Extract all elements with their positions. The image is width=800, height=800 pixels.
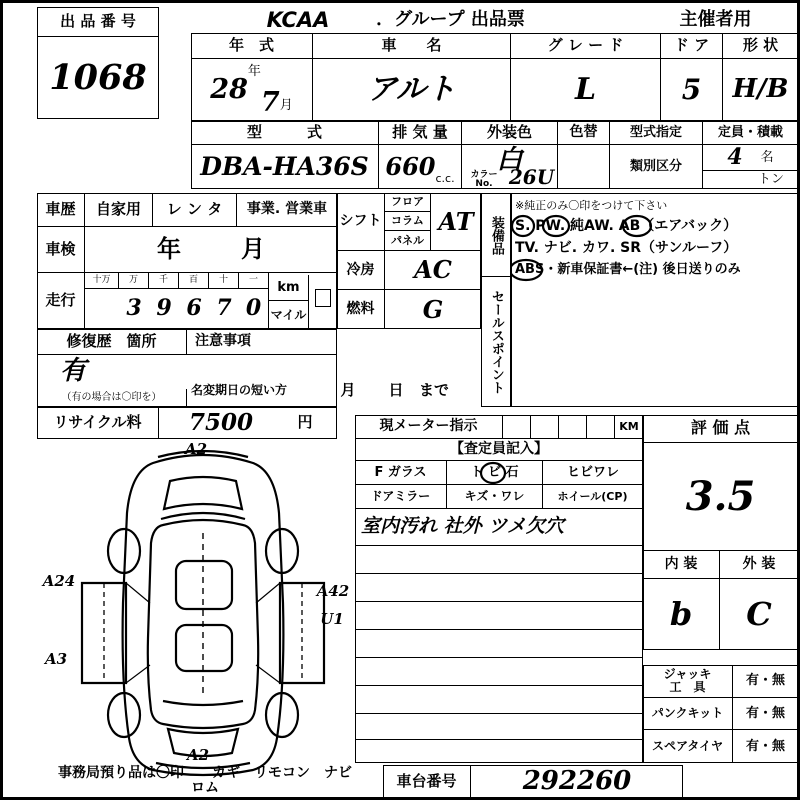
- capacity-value: 4: [727, 143, 743, 170]
- accessory-row-2-label: スペアタイヤ: [643, 730, 733, 763]
- fglass-label: F ガラス: [355, 461, 447, 485]
- chassis-label: 車台番号: [383, 765, 471, 799]
- equip-vert-label: 装備品: [481, 195, 511, 277]
- fuel-label: 燃料: [337, 290, 385, 329]
- color-no-label: カラー No.: [470, 169, 498, 189]
- shaken-month-label: 月: [241, 234, 265, 263]
- soukou-label: 走行: [37, 273, 85, 329]
- equip-line-3: ABS・新車保証書←(注) 後日送りのみ: [515, 262, 741, 278]
- year-unit-nen: 年: [247, 64, 261, 79]
- recycle-unit: 円: [297, 413, 313, 432]
- displacement-unit: c.c.: [435, 172, 455, 186]
- note-line-6: [355, 685, 643, 686]
- shaken-label: 車検: [37, 227, 85, 273]
- org-title-rest: ．グループ 出品票: [376, 8, 525, 30]
- org-title-kcaa: KCAA: [266, 7, 330, 32]
- displacement-cell: [379, 145, 462, 189]
- meter-digit-3[interactable]: [559, 415, 587, 439]
- door-mirror-damage-label: キズ・ワレ: [447, 485, 543, 509]
- accessory-row-1-value[interactable]: 有・無: [733, 698, 798, 730]
- row1-grade-header: グ レ ー ド: [511, 33, 661, 59]
- car-mark-bottom: A2: [186, 746, 210, 765]
- odo-digit-1: 3: [126, 295, 142, 322]
- meigi-label: 名変期日の短い方: [191, 382, 288, 397]
- row1-year-header: 年 式: [191, 33, 313, 59]
- equip-line-1: S. PW. 純AW. AB（エアバック）: [515, 217, 738, 234]
- note-line-3: [355, 601, 643, 602]
- sales-point-vert-label: セールスポイント: [488, 290, 504, 394]
- note-line-4: [355, 629, 643, 630]
- year-value-a: 28: [210, 73, 248, 105]
- odo-digit-3: 6: [186, 295, 202, 322]
- odo-digit-header-2: 千: [149, 273, 179, 289]
- row2-color-header: 外装色: [462, 121, 558, 145]
- renta-label: レ ン タ: [153, 193, 237, 227]
- outer-grade-value: C: [746, 594, 772, 633]
- accessory-row-0-label: [643, 665, 733, 698]
- score-value: 3.5: [643, 443, 798, 551]
- row2-recolor-header: 色替: [558, 121, 610, 145]
- aircon-label: 冷房: [337, 251, 385, 290]
- meter-digit-2[interactable]: [531, 415, 559, 439]
- recycle-value: 7500: [188, 408, 253, 436]
- shift-floor-label: フロア: [385, 193, 431, 212]
- car-mark-right-upper: A42: [316, 582, 350, 601]
- shuufuku-note: （有の場合は〇印を）: [37, 389, 187, 407]
- shift-value: AT: [431, 193, 481, 251]
- wheel-label: ホイール(CP): [543, 485, 643, 509]
- displacement-value: 660: [385, 152, 436, 182]
- row2-model-header: 型 式: [191, 121, 379, 145]
- note-line-2: [355, 573, 643, 574]
- row1-shape-header: 形 状: [723, 33, 798, 59]
- score-title: 評 価 点: [643, 415, 798, 443]
- odo-digit-2: 9: [156, 295, 172, 322]
- row2-type-desig-header: 型式指定: [610, 121, 703, 145]
- meter-digit-4[interactable]: [587, 415, 615, 439]
- recycle-label: リサイクル料: [37, 407, 159, 439]
- inner-grade-label: 内 装: [643, 551, 720, 579]
- fuel-value: G: [422, 294, 444, 324]
- door-value: 5: [661, 59, 723, 121]
- meigi-made: まで: [418, 381, 449, 400]
- car-mark-left-upper: A24: [42, 572, 76, 591]
- accessory-row-0-label-line1: ジャッキ: [663, 667, 712, 682]
- shift-column-label: コラム: [385, 212, 431, 231]
- car-mark-left-lower: A3: [44, 650, 68, 669]
- hibiware-label: ヒビワレ: [543, 461, 643, 485]
- shuufuku-value: 有: [59, 356, 86, 387]
- shaken-value: [85, 227, 337, 273]
- outer-grade-label: 外 装: [720, 551, 798, 579]
- meigi-month: 月: [340, 381, 356, 400]
- tobiishi-circle-mark: [447, 461, 543, 485]
- row1-name-header: 車 名: [313, 33, 511, 59]
- car-name-value: アルト: [313, 59, 511, 121]
- accessory-row-2-value[interactable]: 有・無: [745, 738, 785, 754]
- grade-value: L: [511, 59, 661, 121]
- capacity-unit: 名: [760, 149, 774, 165]
- accessory-row-1-label: パンクキット: [643, 698, 733, 730]
- lot-number-value: 1068: [49, 56, 147, 98]
- odo-digit-header-3: 百: [179, 273, 209, 289]
- odo-digit-4: 7: [216, 295, 232, 322]
- rireki-label: 車歴: [37, 193, 85, 227]
- tobiishi-label: ト ビ 石: [447, 461, 543, 485]
- aircon-value: AC: [385, 251, 481, 290]
- capacity-cell: [703, 145, 798, 171]
- assessor-note: 室内汚れ 社外 ツメ欠穴: [361, 515, 564, 538]
- jikayou-label: 自家用: [85, 193, 153, 227]
- odo-digit-header-4: 十: [209, 273, 239, 289]
- accessory-row-0-value[interactable]: 有・無: [733, 665, 798, 698]
- shaken-year-label: 年: [157, 234, 181, 263]
- note-line-8: [355, 739, 643, 740]
- odo-digit-header-0: 十万: [85, 273, 119, 289]
- assessor-subtitle: 【査定員記入】: [355, 439, 643, 461]
- accessory-row-0-label-line2: 工 具: [669, 680, 706, 694]
- odo-digit-header-5: 一: [239, 273, 269, 289]
- meter-title: 現メーター指示: [355, 415, 503, 439]
- class-header: 類別区分: [610, 145, 703, 189]
- car-mark-right-lower: U1: [320, 610, 344, 629]
- mile-label: マイル: [269, 301, 309, 329]
- shift-label: シフト: [337, 193, 385, 251]
- shape-value: H/B: [732, 74, 789, 105]
- deposit-note: 事務局預り品は〇印 カギ リモコン ナビロム: [58, 765, 352, 796]
- meter-km-label: KM: [615, 415, 643, 439]
- shuufuku-label: 修復歴 箇所: [37, 329, 187, 355]
- chassis-value: 292260: [522, 766, 632, 797]
- host-label: 主催者用: [679, 8, 752, 30]
- meigi-day: 日: [388, 381, 404, 400]
- note-line-1: [355, 545, 643, 546]
- year-unit-gatsu: 月: [279, 98, 293, 114]
- equip-circle-marks: [511, 193, 798, 407]
- door-mirror-label: ドアミラー: [355, 485, 447, 509]
- row1-door-header: ド ア: [661, 33, 723, 59]
- unit-checkbox[interactable]: [315, 289, 331, 307]
- odo-digit-0: [85, 289, 119, 329]
- equip-note: ※純正のみ〇印をつけて下さい: [515, 199, 668, 213]
- model-value: DBA-HA36S: [191, 145, 379, 189]
- load-unit: トン: [757, 172, 784, 188]
- car-mark-top: A2: [184, 440, 208, 459]
- exterior-color-value: 白: [462, 145, 558, 177]
- year-value-b: 7: [260, 86, 280, 118]
- equip-line-2: TV. ナビ. カワ. SR（サンルーフ）: [515, 239, 738, 256]
- odo-digit-5: 0: [239, 289, 269, 329]
- km-label: km: [269, 275, 309, 301]
- row2-capacity-header: 定員・積載: [703, 121, 798, 145]
- car-diagram: [58, 433, 348, 778]
- row2-disp-header: 排 気 量: [379, 121, 462, 145]
- color-no-value: 26U: [506, 165, 558, 189]
- recolor-value: [558, 145, 610, 189]
- meter-digit-1[interactable]: [503, 415, 531, 439]
- row1-year-cell: [191, 59, 313, 121]
- note-line-5: [355, 657, 643, 658]
- lot-number-label: 出 品 番 号: [37, 7, 159, 37]
- chuui-label: 注意事項: [187, 329, 337, 355]
- shift-panel-label: パネル: [385, 231, 431, 251]
- jigyou-label: 事業. 営業車: [237, 193, 337, 227]
- odo-digit-header-1: 万: [119, 273, 149, 289]
- inner-grade-value: b: [643, 579, 720, 650]
- note-line-7: [355, 713, 643, 714]
